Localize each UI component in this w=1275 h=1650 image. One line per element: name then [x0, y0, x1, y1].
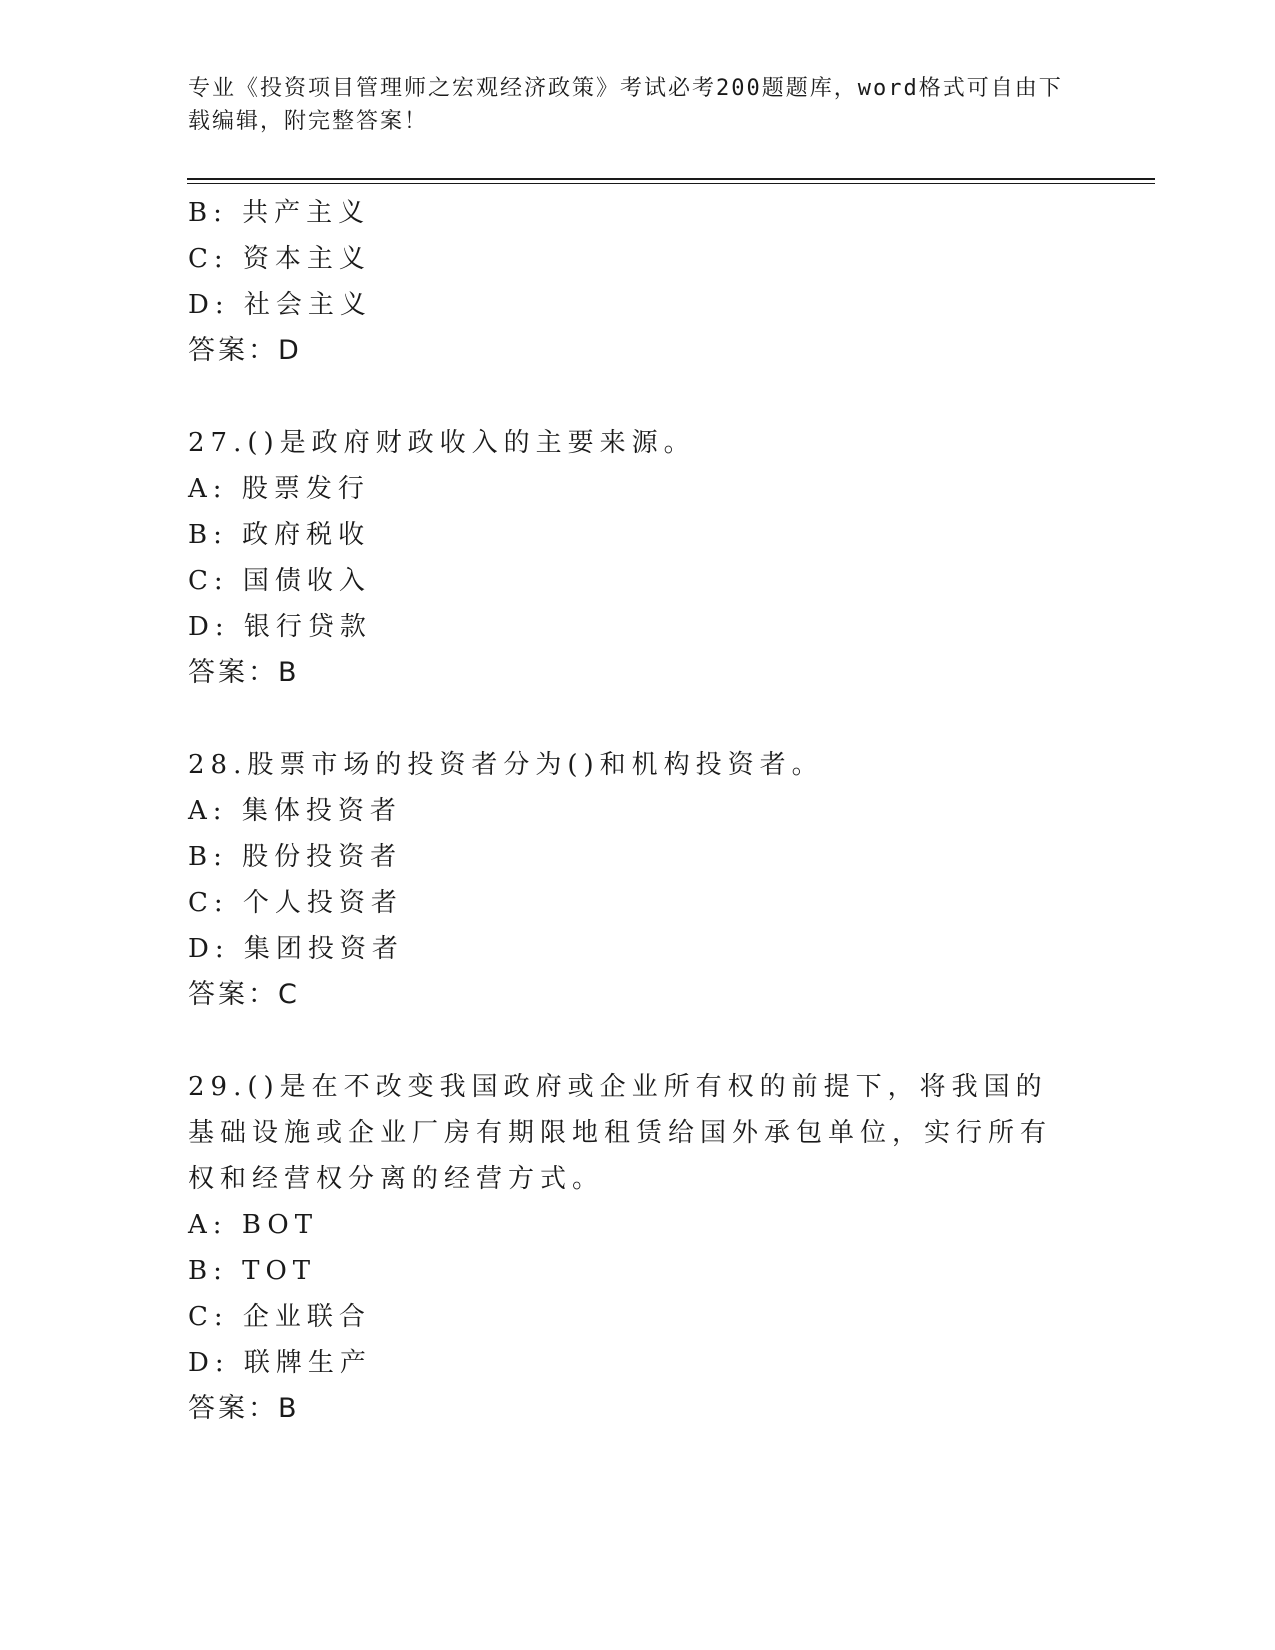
header-rule-thick [187, 178, 1155, 180]
option-label: A: [188, 474, 228, 504]
option-line [188, 236, 1088, 282]
option-text: 银行贷款 [243, 612, 372, 642]
option-line [188, 1294, 1088, 1340]
option-label: C: [188, 1302, 229, 1332]
option-label: C: [188, 244, 229, 274]
option-line [188, 1340, 1088, 1386]
question-stem: 28.股票市场的投资者分为()和机构投资者。 [188, 750, 824, 780]
option-line [188, 834, 1088, 880]
question-stem: 27.()是政府财政收入的主要来源。 [188, 428, 696, 458]
option-label: B: [188, 198, 228, 228]
option-text: BOT [241, 1210, 319, 1240]
document-content [188, 190, 1088, 1432]
option-line [188, 788, 1088, 834]
document-header: 专业《投资项目管理师之宏观经济政策》考试必考200题题库，word格式可自由下载编辑，附完整答案！ [188, 76, 1063, 134]
option-text: 个人投资者 [242, 888, 403, 918]
partial-question [188, 190, 1088, 374]
option-line [188, 512, 1088, 558]
answer-line: 答案：D [188, 335, 302, 366]
option-label: B: [188, 520, 228, 550]
option-line [188, 558, 1088, 604]
option-line [188, 880, 1088, 926]
option-text: 国债收入 [242, 566, 371, 596]
option-line [188, 604, 1088, 650]
option-line [188, 282, 1088, 328]
option-line [188, 926, 1088, 972]
option-line [188, 1202, 1088, 1248]
option-text: 集团投资者 [243, 934, 404, 964]
option-label: C: [188, 888, 229, 918]
option-label: C: [188, 566, 229, 596]
option-label: A: [188, 796, 228, 826]
option-text: 股份投资者 [242, 842, 403, 872]
option-line [188, 190, 1088, 236]
option-label: B: [188, 1256, 228, 1286]
question-block [188, 742, 1088, 1018]
option-label: D: [188, 290, 230, 320]
header-rule-thin [187, 183, 1155, 184]
option-text: 股票发行 [241, 474, 370, 504]
answer-line: 答案：B [188, 1393, 300, 1424]
option-text: 社会主义 [243, 290, 372, 320]
option-label: D: [188, 1348, 230, 1378]
answer-line: 答案：C [188, 979, 300, 1010]
option-text: 共产主义 [242, 198, 371, 228]
option-text: 集体投资者 [241, 796, 402, 826]
option-label: D: [188, 612, 230, 642]
question-block [188, 1064, 1088, 1432]
option-label: A: [188, 1210, 228, 1240]
option-label: D: [188, 934, 230, 964]
option-text: 联牌生产 [243, 1348, 372, 1378]
option-text: TOT [242, 1256, 317, 1286]
question-block [188, 420, 1088, 696]
option-line [188, 1248, 1088, 1294]
option-line [188, 466, 1088, 512]
question-stem: 29.()是在不改变我国政府或企业所有权的前提下，将我国的基础设施或企业厂房有期限地租赁给国外承包单位，实行所有权和经营权分离的经营方式。 [188, 1072, 1053, 1194]
option-text: 资本主义 [242, 244, 371, 274]
answer-line: 答案：B [188, 657, 300, 688]
option-label: B: [188, 842, 228, 872]
option-text: 企业联合 [242, 1302, 371, 1332]
option-text: 政府税收 [242, 520, 371, 550]
